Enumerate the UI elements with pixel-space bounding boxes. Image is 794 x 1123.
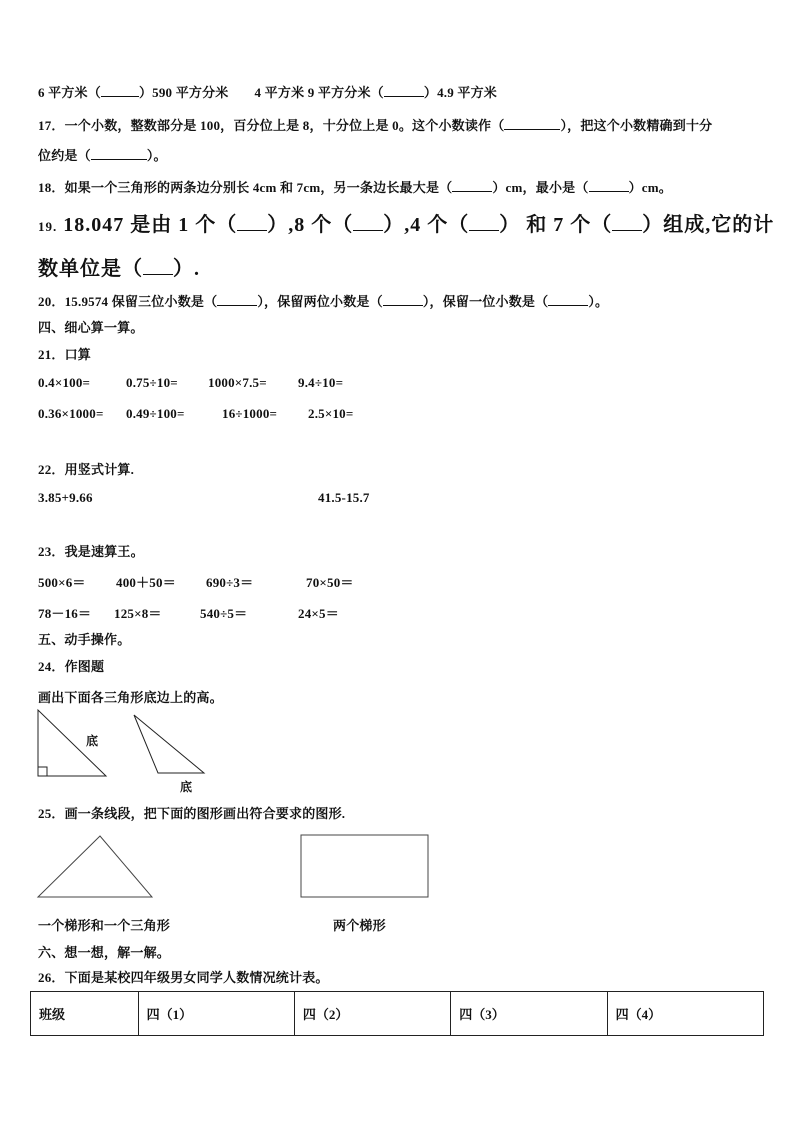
text: ） 和 7 个（ [499,214,613,236]
vertical-calc-1: 3.85+9.66 [38,490,93,505]
table-cell: 四（2） [294,992,450,1036]
text: ）,8 个（ [267,214,354,236]
fast-item: 690÷3＝ [206,575,254,590]
oral-item: 0.49÷100= [126,406,185,421]
oral-item: 9.4÷10= [298,375,344,390]
table-cell: 四（4） [607,992,763,1036]
fast-item: 400＋50＝ [116,575,176,590]
fast-item: 78－16＝ [38,606,92,621]
question-17 [38,115,712,134]
text: ）4.9 平方米 [423,85,497,100]
question-20 [38,291,608,310]
table-row [31,992,764,1036]
table-cell: 四（1） [138,992,294,1036]
q16-tail-line [38,82,497,101]
text: 4 平方米 9 平方分米（ [254,85,384,100]
question-19 [38,208,774,237]
answer-blank[interactable] [143,258,173,275]
question-22: 22．用竖式计算. [38,462,135,477]
text: ）。 [146,148,167,163]
section-5-heading: 五、动手操作。 [38,632,131,647]
answer-blank[interactable] [91,148,147,160]
fast-item: 24×5＝ [298,606,339,621]
question-17-cont [38,145,167,164]
question-21: 21．口算 [38,347,92,362]
text: 位约是（ [38,148,91,163]
answer-blank[interactable] [469,214,499,231]
fast-item: 70×50＝ [306,575,354,590]
rectangle-shape[interactable] [300,834,430,900]
fast-item: 540÷5＝ [200,606,248,621]
question-18 [38,177,672,196]
right-triangle-figure[interactable] [36,708,112,780]
text: ）590 平方分米 [138,85,229,100]
table-cell: 四（3） [451,992,607,1036]
question-26: 26．下面是某校四年级男女同学人数情况统计表。 [38,970,329,985]
question-23: 23．我是速算王。 [38,544,144,559]
answer-blank[interactable] [383,294,423,306]
table-cell: 班级 [31,992,139,1036]
answer-blank[interactable] [548,294,588,306]
answer-blank[interactable] [504,118,560,130]
text: 数单位是（ [38,258,143,280]
answer-blank[interactable] [452,180,492,192]
fast-item: 125×8＝ [114,606,162,621]
section-6-heading: 六、想一想，解一解。 [38,945,171,960]
question-number: 19. [38,219,58,234]
statistics-table [30,991,764,1036]
base-label: 底 [86,734,99,748]
fast-row-2 [38,603,339,622]
answer-blank[interactable] [101,85,139,97]
text: ）组成,它的计 [642,214,775,236]
question-19-cont [38,252,200,281]
text: ）,4 个（ [383,214,470,236]
text: ）. [173,258,200,280]
caption-left: 一个梯形和一个三角形 [38,918,171,933]
answer-blank[interactable] [612,214,642,231]
text: 6 平方米（ [38,85,101,100]
caption-right: 两个梯形 [333,918,386,933]
answer-blank[interactable] [384,85,424,97]
text: 18．如果一个三角形的两条边分别长 4cm 和 7cm，另一条边长最大是（ [38,180,453,195]
question-24-instruction: 画出下面各三角形底边上的高。 [38,690,223,705]
answer-blank[interactable] [353,214,383,231]
text: 20．15.9574 保留三位小数是（ [38,294,218,309]
oral-item: 2.5×10= [308,406,354,421]
section-4-heading: 四、细心算一算。 [38,320,144,335]
text: ），保留两位小数是（ [257,294,383,309]
text: 18.047 是由 1 个（ [63,214,238,236]
text: ），保留一位小数是（ [422,294,549,309]
text: ），把这个小数精确到十分 [560,118,713,133]
oral-item: 1000×7.5= [208,375,267,390]
text: ）cm。 [628,180,672,195]
base-label: 底 [180,780,193,794]
text: 17．一个小数，整数部分是 100，百分位上是 8，十分位上是 0。这个小数读作（ [38,118,505,133]
obtuse-triangle-figure[interactable] [130,713,208,777]
triangle-shape[interactable] [36,834,154,900]
fast-row-1 [38,572,354,591]
answer-blank[interactable] [237,214,267,231]
text: ）cm，最小是（ [492,180,589,195]
text: ）。 [588,294,609,309]
vertical-calc-2: 41.5-15.7 [318,490,370,505]
oral-row-2 [38,406,353,422]
fast-item: 500×6＝ [38,575,86,590]
oral-item: 0.36×1000= [38,406,104,421]
oral-item: 0.75÷10= [126,375,178,390]
question-25: 25．画一条线段，把下面的图形画出符合要求的图形. [38,806,346,821]
oral-item: 16÷1000= [222,406,278,421]
answer-blank[interactable] [589,180,629,192]
answer-blank[interactable] [217,294,257,306]
oral-row-1 [38,375,343,391]
oral-item: 0.4×100= [38,375,91,390]
question-24: 24．作图题 [38,659,105,674]
